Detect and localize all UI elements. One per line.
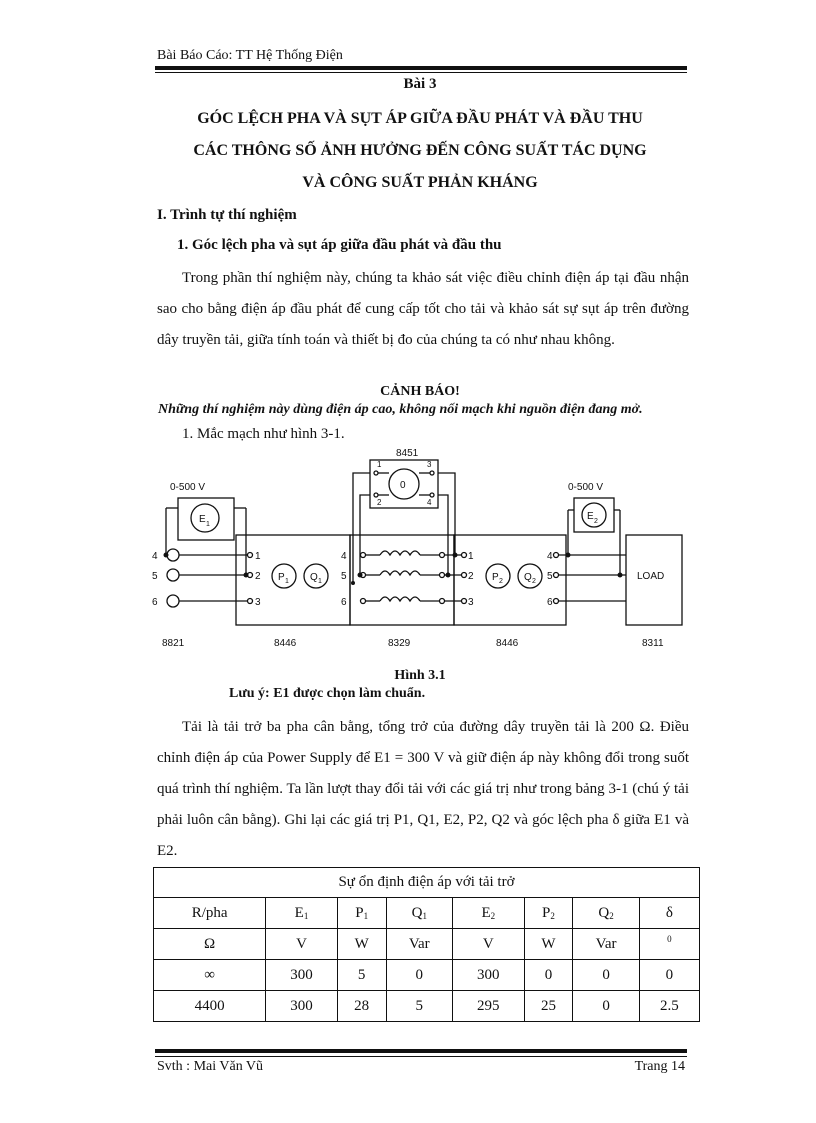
unit-cell: W (524, 929, 573, 960)
warning-title: CẢNH BÁO! (380, 384, 460, 399)
line-out-term-3: 3 (468, 597, 474, 608)
line-out-term-2: 2 (468, 571, 474, 582)
table-units-row (154, 929, 700, 960)
source-terminal-5 (167, 569, 179, 581)
paragraph-2: Tải là tải trở ba pha cân bằng, tổng trở của đường dây truyền tải là 200 Ω. Điều chỉnh điện áp của Power Supply để E1 = 300 V và giữ điện áp này không đổi trong suốt quá trình thí nghiệm. Ta lần lượt thay đổi tải với các giá trị như trong bảng 3-1 (chú ý tải phải luôn cân bằng). Ghi lại các giá trị P1, Q1, E2, P2, Q2 và góc lệch pha δ giữa E1 và E2. (157, 719, 689, 859)
footer-rule-thin (155, 1056, 687, 1057)
table-caption: Sự ổn định điện áp với tải trở (154, 868, 700, 898)
header-rule-thin (155, 72, 687, 73)
footer-rule (155, 1049, 687, 1053)
phase-meter-terminal (430, 493, 434, 497)
table-cell: 25 (524, 991, 573, 1022)
inductor-phase-b (380, 571, 420, 575)
lesson-title-line-3: VÀ CÔNG SUẤT PHẢN KHÁNG (302, 174, 538, 191)
line-in-term-5: 5 (341, 571, 347, 582)
wm1-term-1: 1 (255, 551, 261, 562)
circuit-diagram (148, 440, 688, 655)
q2-label: Q (524, 572, 532, 583)
wm1-term-3: 3 (255, 597, 261, 608)
module-8446-left-label: 8446 (274, 638, 297, 649)
warning-text: Những thí nghiệm này dùng điện áp cao, không nối mạch khi nguồn điện đang mở. (158, 402, 643, 417)
unit-cell: Var (386, 929, 452, 960)
volt-right-label: 0-500 V (568, 482, 604, 493)
table-cell: 4400 (154, 991, 266, 1022)
wm1-terminal-3 (248, 599, 253, 604)
header-cell: $P_1$ (337, 898, 386, 929)
q1-sub: 1 (318, 578, 322, 585)
header-cell: $Q_1$ (386, 898, 452, 929)
table-caption-row (154, 868, 700, 898)
inductor-phase-c (380, 597, 420, 601)
header-cell: R/pha (154, 898, 266, 929)
e1-label: E (199, 514, 206, 525)
table-cell: 2.5 (639, 991, 699, 1022)
volt-left-label: 0-500 V (170, 482, 206, 493)
unit-cell: Var (573, 929, 639, 960)
load-term-4: 4 (547, 551, 553, 562)
header-cell: $E_2$ (453, 898, 525, 929)
lesson-title-line-2: CÁC THÔNG SỐ ẢNH HƯỞNG ĐẾN CÔNG SUẤT TÁC DỤNG (193, 142, 647, 159)
step-1: 1. Mắc mạch như hình 3-1. (182, 426, 345, 442)
q2-sub: 2 (532, 578, 536, 585)
module-8446-right-label: 8446 (496, 638, 519, 649)
wm1-term-2: 2 (255, 571, 261, 582)
table-cell: 0 (573, 960, 639, 991)
p1-label: P (278, 572, 285, 583)
e2-label: E (587, 511, 594, 522)
table-cell: 5 (386, 991, 452, 1022)
header-cell: $E_1$ (266, 898, 338, 929)
figure-caption: Hình 3.1 (394, 668, 446, 683)
table-cell: 5 (337, 960, 386, 991)
phase-meter-terminal (374, 471, 378, 475)
header-rule (155, 66, 687, 70)
unit-cell: W (337, 929, 386, 960)
label-8451: 8451 (396, 448, 419, 459)
phase-term-1: 1 (377, 460, 382, 469)
header-cell: $P_2$ (524, 898, 573, 929)
module-8446-left-box (236, 535, 350, 625)
section-heading: I. Trình tự thí nghiệm (157, 207, 297, 223)
phase-meter-terminal (430, 471, 434, 475)
unit-cell: 0 (639, 929, 699, 960)
p2-sub: 2 (499, 578, 503, 585)
table-row (154, 960, 700, 991)
phase-meter-label: 0 (400, 480, 406, 491)
footer-author: Svth : Mai Văn Vũ (157, 1059, 264, 1074)
p1-sub: 1 (285, 578, 289, 585)
lesson-title-line-1: GÓC LỆCH PHA VÀ SỤT ÁP GIỮA ĐẦU PHÁT VÀ ĐẦU THU (197, 110, 643, 127)
header-cell: δ (639, 898, 699, 929)
line-in-term-4: 4 (341, 551, 347, 562)
intro-paragraph: Trong phần thí nghiệm này, chúng ta khảo sát việc điều chỉnh điện áp tại đầu nhận sao cho bằng điện áp đầu phát để cung cấp tốt cho tải và khảo sát sự sụt áp trên đường dây truyền tải, giữa tính toán và thiết bị đo của chúng ta có như nhau không. (157, 270, 689, 348)
q1-label: Q (310, 572, 318, 583)
table-header-row (154, 898, 700, 929)
source-terminal-4 (167, 549, 179, 561)
table-cell: 0 (386, 960, 452, 991)
table-cell: 0 (639, 960, 699, 991)
page-header: Bài Báo Cáo: TT Hệ Thống Điện (157, 48, 343, 63)
src-term-6: 6 (152, 597, 158, 608)
phase-meter-terminal (374, 493, 378, 497)
line-out-term-1: 1 (468, 551, 474, 562)
wm1-terminal-1 (248, 553, 253, 558)
load-term-5: 5 (547, 571, 553, 582)
table-cell: 300 (266, 960, 338, 991)
src-term-4: 4 (152, 551, 158, 562)
load-term-6: 6 (547, 597, 553, 608)
e1-sub: 1 (206, 521, 210, 528)
e2-sub: 2 (594, 518, 598, 525)
unit-cell: V (453, 929, 525, 960)
table-cell: 300 (453, 960, 525, 991)
table-cell: 295 (453, 991, 525, 1022)
table-cell: 300 (266, 991, 338, 1022)
source-terminal-6 (167, 595, 179, 607)
lesson-number: Bài 3 (403, 76, 437, 92)
module-8329-label: 8329 (388, 638, 411, 649)
load-label: LOAD (637, 571, 665, 582)
module-8821-label: 8821 (162, 638, 185, 649)
header-cell: $Q_2$ (573, 898, 639, 929)
results-table (153, 867, 700, 1022)
unit-cell: Ω (154, 929, 266, 960)
src-term-5: 5 (152, 571, 158, 582)
table-row (154, 991, 700, 1022)
module-8311-label: 8311 (642, 638, 664, 649)
note: Lưu ý: E1 được chọn làm chuẩn. (229, 686, 426, 701)
subsection-heading: 1. Góc lệch pha và sụt áp giữa đầu phát và đầu thu (177, 237, 502, 253)
table-cell: ∞ (154, 960, 266, 991)
phase-term-3: 3 (427, 460, 432, 469)
p2-label: P (492, 572, 499, 583)
footer-page-number: Trang 14 (634, 1059, 685, 1074)
table-cell: 0 (573, 991, 639, 1022)
inductor-phase-a (380, 551, 420, 555)
table-cell: 28 (337, 991, 386, 1022)
module-8329-box (350, 535, 454, 625)
table-cell: 0 (524, 960, 573, 991)
phase-term-4: 4 (427, 498, 432, 507)
phase-term-2: 2 (377, 498, 382, 507)
unit-cell: V (266, 929, 338, 960)
line-in-term-6: 6 (341, 597, 347, 608)
